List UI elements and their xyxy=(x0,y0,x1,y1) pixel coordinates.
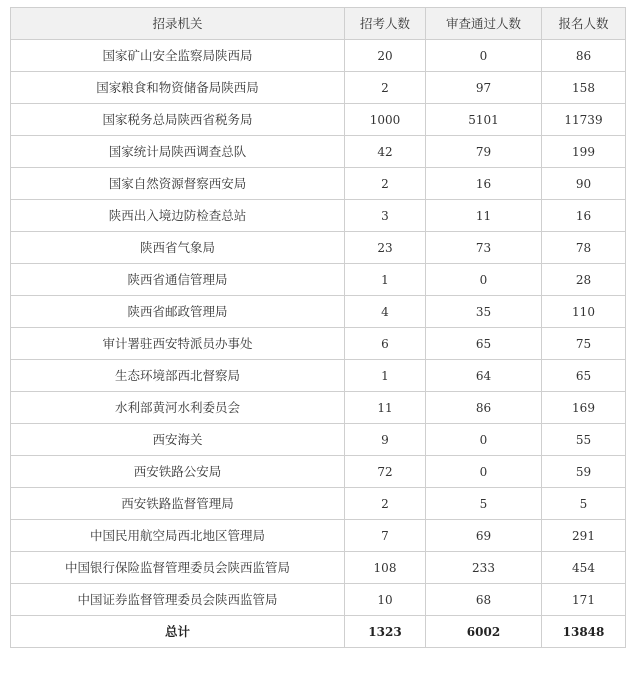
cell-quota: 11 xyxy=(345,392,426,424)
cell-applicants: 59 xyxy=(542,456,626,488)
cell-agency: 陕西省通信管理局 xyxy=(11,264,345,296)
cell-approved: 35 xyxy=(426,296,542,328)
cell-applicants: 11739 xyxy=(542,104,626,136)
cell-agency: 审计署驻西安特派员办事处 xyxy=(11,328,345,360)
cell-approved: 69 xyxy=(426,520,542,552)
cell-agency: 西安铁路公安局 xyxy=(11,456,345,488)
cell-agency: 西安海关 xyxy=(11,424,345,456)
table-total-row xyxy=(11,616,626,648)
table-row xyxy=(11,456,626,488)
cell-applicants: 454 xyxy=(542,552,626,584)
table-row xyxy=(11,264,626,296)
table-row xyxy=(11,584,626,616)
cell-agency: 中国民用航空局西北地区管理局 xyxy=(11,520,345,552)
table-body xyxy=(11,40,626,616)
cell-quota: 108 xyxy=(345,552,426,584)
table-row xyxy=(11,360,626,392)
cell-agency: 国家自然资源督察西安局 xyxy=(11,168,345,200)
cell-applicants: 169 xyxy=(542,392,626,424)
cell-quota: 2 xyxy=(345,72,426,104)
column-header-agency: 招录机关 xyxy=(11,8,345,40)
cell-quota: 10 xyxy=(345,584,426,616)
cell-quota: 7 xyxy=(345,520,426,552)
cell-applicants: 199 xyxy=(542,136,626,168)
cell-approved: 86 xyxy=(426,392,542,424)
table-row xyxy=(11,328,626,360)
total-label: 总计 xyxy=(11,616,345,648)
column-header-approved: 审查通过人数 xyxy=(426,8,542,40)
cell-applicants: 78 xyxy=(542,232,626,264)
table-row xyxy=(11,168,626,200)
cell-approved: 5101 xyxy=(426,104,542,136)
table-row xyxy=(11,552,626,584)
cell-applicants: 291 xyxy=(542,520,626,552)
total-quota: 1323 xyxy=(345,616,426,648)
cell-agency: 水利部黄河水利委员会 xyxy=(11,392,345,424)
cell-agency: 中国银行保险监督管理委员会陕西监管局 xyxy=(11,552,345,584)
table-row xyxy=(11,232,626,264)
cell-agency: 西安铁路监督管理局 xyxy=(11,488,345,520)
cell-quota: 6 xyxy=(345,328,426,360)
cell-approved: 64 xyxy=(426,360,542,392)
table-row xyxy=(11,200,626,232)
cell-applicants: 28 xyxy=(542,264,626,296)
cell-quota: 1000 xyxy=(345,104,426,136)
cell-quota: 3 xyxy=(345,200,426,232)
cell-quota: 9 xyxy=(345,424,426,456)
cell-quota: 1 xyxy=(345,264,426,296)
cell-agency: 国家税务总局陕西省税务局 xyxy=(11,104,345,136)
cell-approved: 97 xyxy=(426,72,542,104)
column-header-quota: 招考人数 xyxy=(345,8,426,40)
table-header-row xyxy=(11,8,626,40)
table-row xyxy=(11,296,626,328)
cell-approved: 233 xyxy=(426,552,542,584)
table-row xyxy=(11,424,626,456)
cell-agency: 国家粮食和物资储备局陕西局 xyxy=(11,72,345,104)
cell-approved: 16 xyxy=(426,168,542,200)
cell-quota: 23 xyxy=(345,232,426,264)
cell-quota: 4 xyxy=(345,296,426,328)
cell-agency: 陕西省邮政管理局 xyxy=(11,296,345,328)
cell-approved: 0 xyxy=(426,40,542,72)
cell-approved: 73 xyxy=(426,232,542,264)
cell-agency: 生态环境部西北督察局 xyxy=(11,360,345,392)
total-approved: 6002 xyxy=(426,616,542,648)
table-row xyxy=(11,520,626,552)
column-header-applicants: 报名人数 xyxy=(542,8,626,40)
cell-applicants: 90 xyxy=(542,168,626,200)
cell-approved: 0 xyxy=(426,424,542,456)
cell-quota: 42 xyxy=(345,136,426,168)
table-row xyxy=(11,392,626,424)
cell-agency: 陕西出入境边防检查总站 xyxy=(11,200,345,232)
cell-applicants: 171 xyxy=(542,584,626,616)
cell-agency: 国家统计局陕西调查总队 xyxy=(11,136,345,168)
cell-approved: 68 xyxy=(426,584,542,616)
cell-applicants: 75 xyxy=(542,328,626,360)
table-row xyxy=(11,136,626,168)
table-row xyxy=(11,488,626,520)
cell-quota: 72 xyxy=(345,456,426,488)
table-row xyxy=(11,72,626,104)
cell-quota: 1 xyxy=(345,360,426,392)
cell-approved: 5 xyxy=(426,488,542,520)
cell-approved: 0 xyxy=(426,264,542,296)
cell-applicants: 5 xyxy=(542,488,626,520)
cell-applicants: 65 xyxy=(542,360,626,392)
cell-applicants: 55 xyxy=(542,424,626,456)
cell-agency: 中国证券监督管理委员会陕西监管局 xyxy=(11,584,345,616)
cell-agency: 国家矿山安全监察局陕西局 xyxy=(11,40,345,72)
table-row xyxy=(11,40,626,72)
cell-approved: 79 xyxy=(426,136,542,168)
cell-approved: 0 xyxy=(426,456,542,488)
cell-applicants: 86 xyxy=(542,40,626,72)
cell-applicants: 158 xyxy=(542,72,626,104)
cell-agency: 陕西省气象局 xyxy=(11,232,345,264)
cell-quota: 2 xyxy=(345,168,426,200)
recruitment-table-container xyxy=(10,7,626,648)
table-row xyxy=(11,104,626,136)
cell-approved: 65 xyxy=(426,328,542,360)
cell-applicants: 16 xyxy=(542,200,626,232)
cell-quota: 2 xyxy=(345,488,426,520)
cell-applicants: 110 xyxy=(542,296,626,328)
cell-approved: 11 xyxy=(426,200,542,232)
recruitment-table xyxy=(10,7,626,648)
total-applicants: 13848 xyxy=(542,616,626,648)
cell-quota: 20 xyxy=(345,40,426,72)
